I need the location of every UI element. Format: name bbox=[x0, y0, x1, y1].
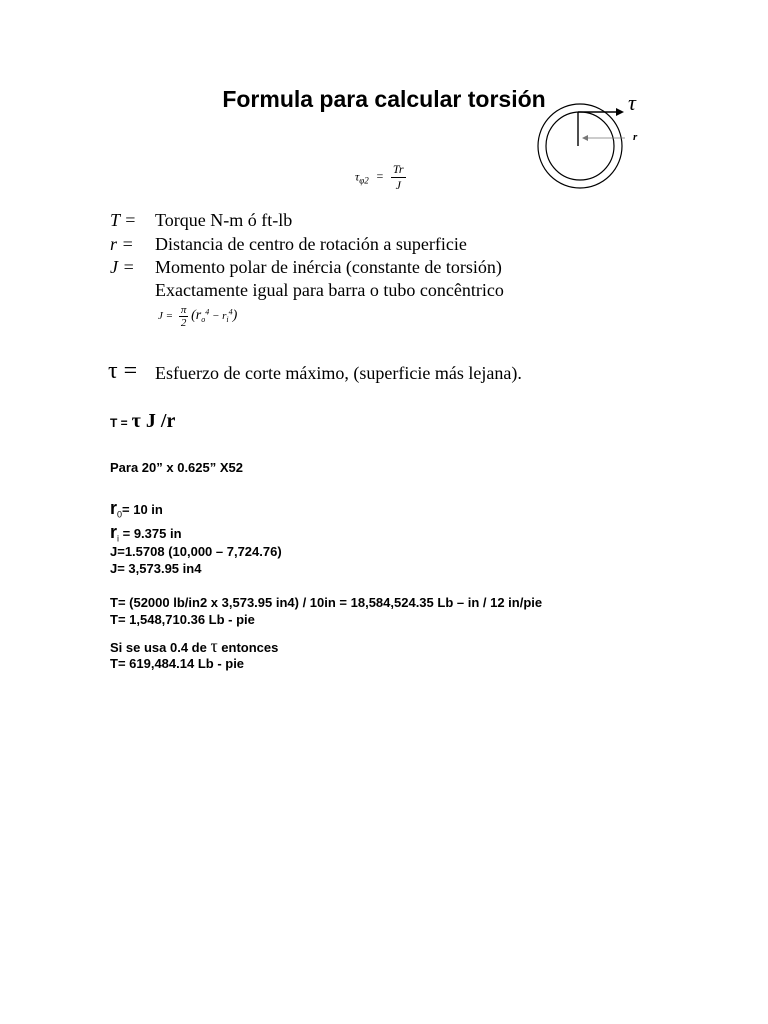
page-title: Formula para calcular torsión bbox=[222, 86, 546, 112]
def-text-j-note: Exactamente igual para barra o tubo concêntrico bbox=[155, 280, 504, 300]
shear-formula: $\tau_{\varphi 2}$ = $\frac{Tr}{J}$ bbox=[355, 162, 404, 192]
def-symbol-t: T = bbox=[110, 210, 137, 230]
r-label: r bbox=[633, 131, 638, 143]
def-text-j: Momento polar de inércia (constante de torsión) bbox=[155, 257, 502, 277]
torsion-diagram bbox=[530, 88, 650, 208]
tau-def-text: Esfuerzo de corte máximo, (superficie más lejana). bbox=[155, 363, 522, 383]
case-label: Para 20” x 0.625” X52 bbox=[110, 460, 243, 475]
tau-symbol-def: τ = bbox=[108, 358, 138, 384]
torque-result: T= 1,548,710.36 Lb - pie bbox=[110, 612, 255, 627]
r-leader-head bbox=[582, 135, 588, 141]
torque-formula: T = τ J /r bbox=[110, 410, 176, 432]
polar-inertia-formula: J = $\frac{\pi}{2}$ $(r_o^4 - r_i^4)$ bbox=[158, 304, 238, 329]
reduction-line: Si se usa 0.4 de τ entonces bbox=[110, 636, 279, 656]
def-text-r: Distancia de centro de rotación a superficie bbox=[155, 234, 467, 254]
torque-calculation: T= (52000 lb/in2 x 3,573.95 in4) / 10in = 18,584,524.35 Lb – in / 12 in/pie bbox=[110, 595, 543, 610]
def-symbol-r: r = bbox=[110, 234, 134, 254]
j-calculation: J=1.5708 (10,000 – 7,724.76) bbox=[110, 544, 282, 559]
inner-circle bbox=[546, 112, 614, 180]
tau-symbol: τ bbox=[628, 90, 636, 115]
ri-line: $r_i = 9.375$ in bbox=[110, 522, 182, 544]
def-symbol-j: J = bbox=[110, 257, 135, 277]
arrow-head bbox=[616, 108, 624, 116]
r0-line: $r_0= 10$ in bbox=[110, 498, 163, 520]
def-text-t: Torque N-m ó ft-lb bbox=[155, 210, 293, 230]
final-torque: T= 619,484.14 Lb - pie bbox=[110, 656, 245, 671]
outer-circle bbox=[538, 104, 622, 188]
j-result: J= 3,573.95 in4 bbox=[110, 561, 202, 576]
